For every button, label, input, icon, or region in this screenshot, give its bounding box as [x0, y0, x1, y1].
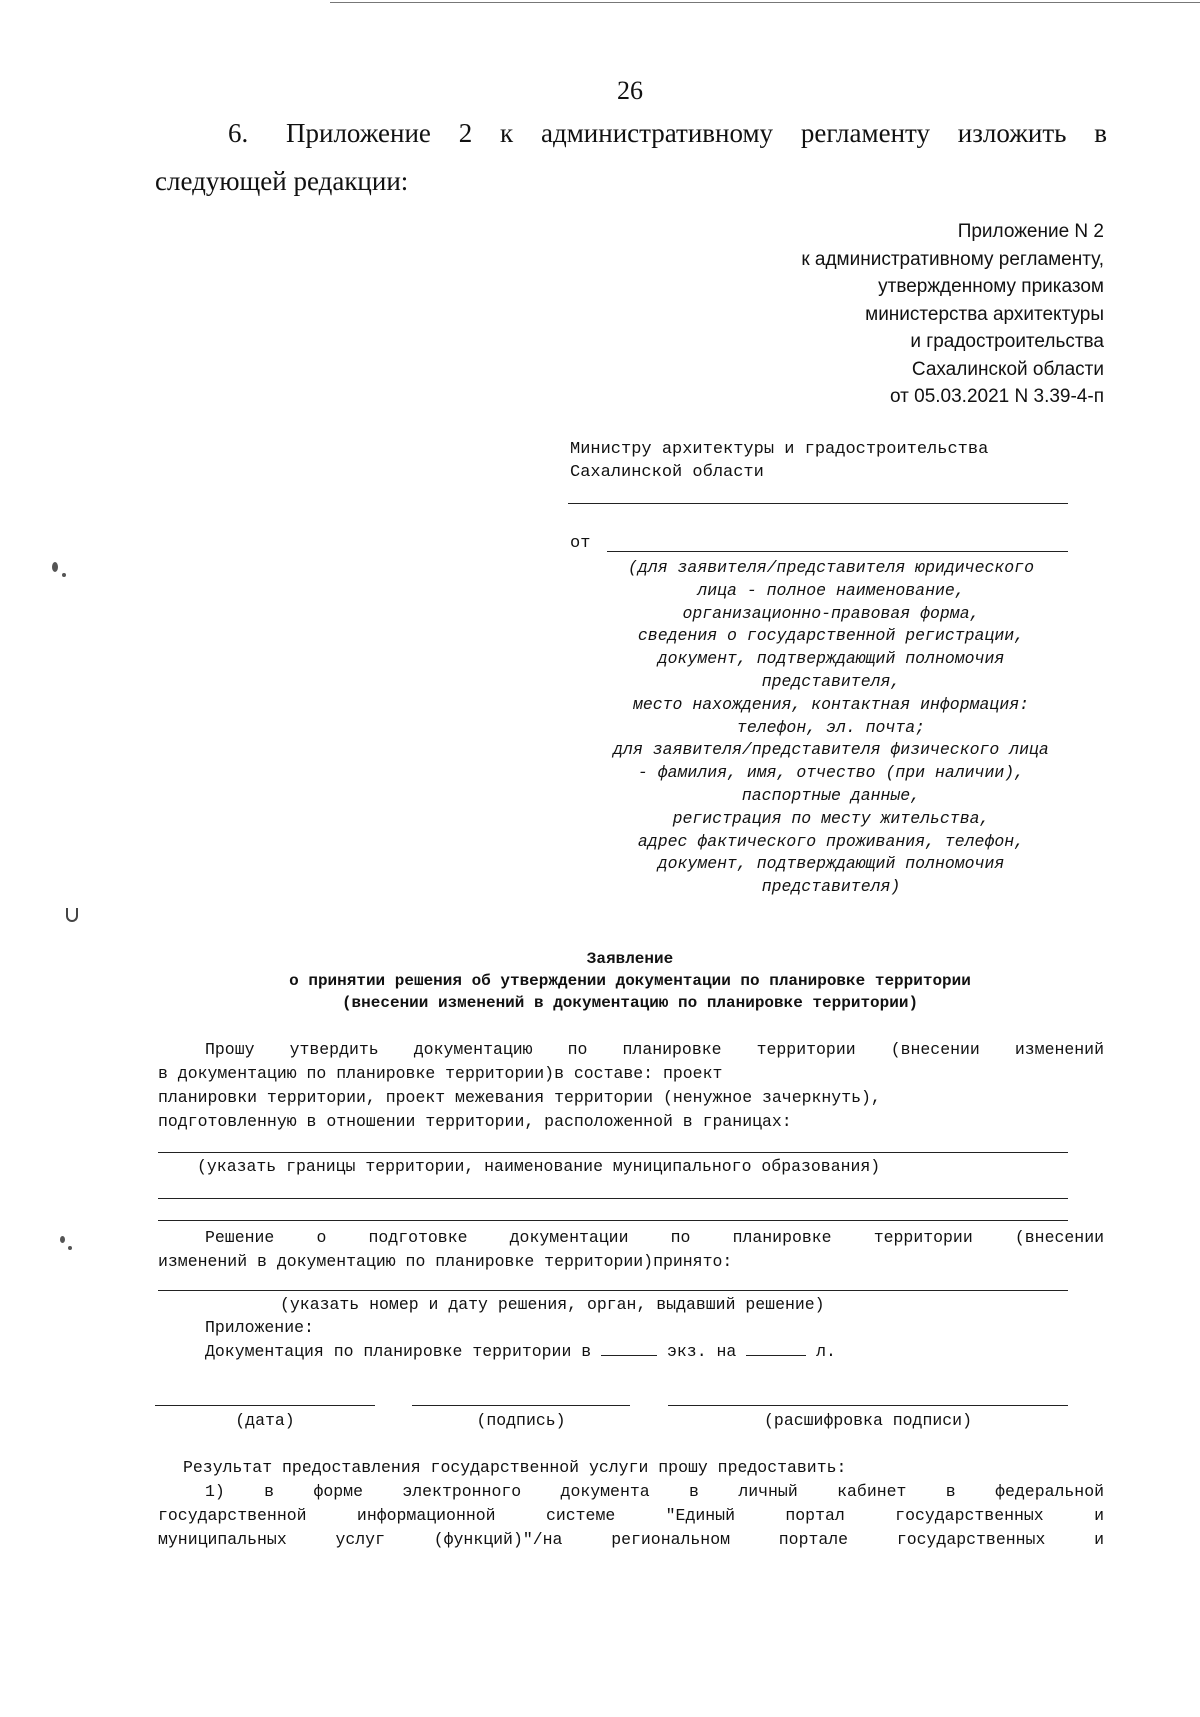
appendix-line: утвержденному приказом — [878, 276, 1104, 297]
applicant-hint-line: лица - полное наименование, — [697, 580, 965, 600]
attachment-line — [205, 1340, 1005, 1363]
applicant-hint-line: (для заявителя/представителя юридического — [628, 558, 1034, 577]
borders-fill-line-3 — [158, 1220, 1068, 1221]
decision-fill-line — [158, 1290, 1068, 1291]
addressee-fill-line — [568, 503, 1068, 504]
statement-title-line3: (внесении изменений в документацию по планировке территории) — [341, 994, 919, 1012]
appendix-line: и градостроительства — [910, 331, 1104, 352]
applicant-hint-line: телефон, эл. почта; — [736, 717, 926, 737]
date-fill-line — [155, 1405, 375, 1406]
applicant-hint-line: представителя, — [761, 671, 901, 691]
from-label: от — [570, 534, 591, 553]
transcript-fill-line — [668, 1405, 1068, 1406]
result-line3: государственной информационной системе "Единый портал государственных и — [158, 1506, 1104, 1525]
scan-edge-line — [330, 2, 1200, 3]
appendix-header — [801, 218, 1104, 411]
attachment-text-a: Документация по планировке территории в — [205, 1342, 592, 1361]
applicant-hint-line: документ, подтверждающий полномочия — [657, 649, 1005, 669]
appendix-line: от 05.03.2021 N 3.39-4-п — [890, 386, 1104, 407]
copies-blank — [601, 1341, 657, 1356]
scan-speck — [52, 562, 58, 572]
statement-title — [190, 948, 1070, 1014]
result-line2: 1) в форме электронного документа в личный кабинет в федеральной — [205, 1482, 1104, 1501]
borders-hint: (указать границы территории, наименование муниципального образования) — [197, 1157, 881, 1176]
scan-speck — [60, 1236, 65, 1243]
from-fill-line — [607, 551, 1068, 552]
applicant-hint-line: документ, подтверждающий полномочия — [657, 854, 1005, 874]
addressee-line1: Министру архитектуры и градостроительства — [570, 440, 989, 459]
scan-speck — [62, 573, 66, 577]
decision-hint: (указать номер и дату решения, орган, выдавший решение) — [280, 1295, 825, 1314]
section-text-line1: Приложение 2 к административному регламенту изложить в — [286, 118, 1107, 148]
appendix-line: Приложение N 2 — [957, 221, 1104, 242]
applicant-hint-line: сведения о государственной регистрации, — [637, 626, 1025, 646]
attachment-text-c: л. — [816, 1342, 836, 1361]
applicant-hint-line: для заявителя/представителя физического лица — [613, 740, 1049, 760]
applicant-hint-line: - фамилия, имя, отчество (при наличии), — [637, 763, 1025, 783]
attachment-label: Приложение: — [205, 1318, 314, 1337]
applicant-hint-line: паспортные данные, — [741, 785, 921, 805]
applicant-hint-line: адрес фактического проживания, телефон, — [637, 831, 1025, 851]
scan-speck — [68, 1246, 72, 1250]
date-label: (дата) — [235, 1411, 295, 1430]
section-text-line2: следующей редакции: — [155, 166, 409, 196]
applicant-hint-line: регистрация по месту жительства, — [672, 808, 990, 828]
page-number: 26 — [617, 76, 643, 105]
applicant-hint-line: организационно-правовая форма, — [682, 603, 980, 623]
decision-line1: Решение о подготовке документации по планировке территории (внесении — [205, 1228, 1104, 1247]
applicant-hint-line: место нахождения, контактная информация: — [632, 694, 1030, 714]
appendix-line: Сахалинской области — [911, 358, 1104, 380]
addressee-line2: Сахалинской области — [570, 463, 764, 482]
signature-fill-line — [412, 1405, 630, 1406]
sheets-blank — [746, 1341, 806, 1356]
result-line1: Результат предоставления государственной услуги прошу предоставить: — [183, 1458, 847, 1477]
attachment-text-b: экз. на — [666, 1342, 737, 1361]
result-line4: муниципальных услуг (функций)"/на региональном портале государственных и — [158, 1530, 1104, 1549]
statement-title-line2: о принятии решения об утверждении документации по планировке территории — [289, 972, 971, 990]
section-number: 6. — [228, 118, 249, 148]
borders-fill-line — [158, 1152, 1068, 1153]
scan-speck — [66, 908, 78, 922]
request-line2: в документацию по планировке территории)в составе: проект — [158, 1064, 723, 1083]
signature-label: (подпись) — [476, 1411, 566, 1430]
section-paragraph — [228, 118, 1107, 149]
request-line3: планировки территории, проект межевания территории (ненужное зачеркнуть), — [158, 1088, 881, 1107]
borders-fill-line-2 — [158, 1198, 1068, 1199]
applicant-hint-line: представителя) — [761, 877, 901, 897]
transcript-label: (расшифровка подписи) — [764, 1411, 972, 1430]
request-line1: Прошу утвердить документацию по планировке территории (внесении изменений — [205, 1040, 1104, 1059]
decision-line2: изменений в документацию по планировке территории)принято: — [158, 1252, 733, 1271]
statement-title-line1: Заявление — [586, 950, 674, 968]
appendix-line: министерства архитектуры — [865, 303, 1104, 325]
applicant-hint — [556, 557, 1106, 899]
addressee — [570, 438, 988, 484]
appendix-line: к административному регламенту, — [801, 248, 1104, 270]
request-line4: подготовленную в отношении территории, расположенной в границах: — [158, 1112, 792, 1131]
